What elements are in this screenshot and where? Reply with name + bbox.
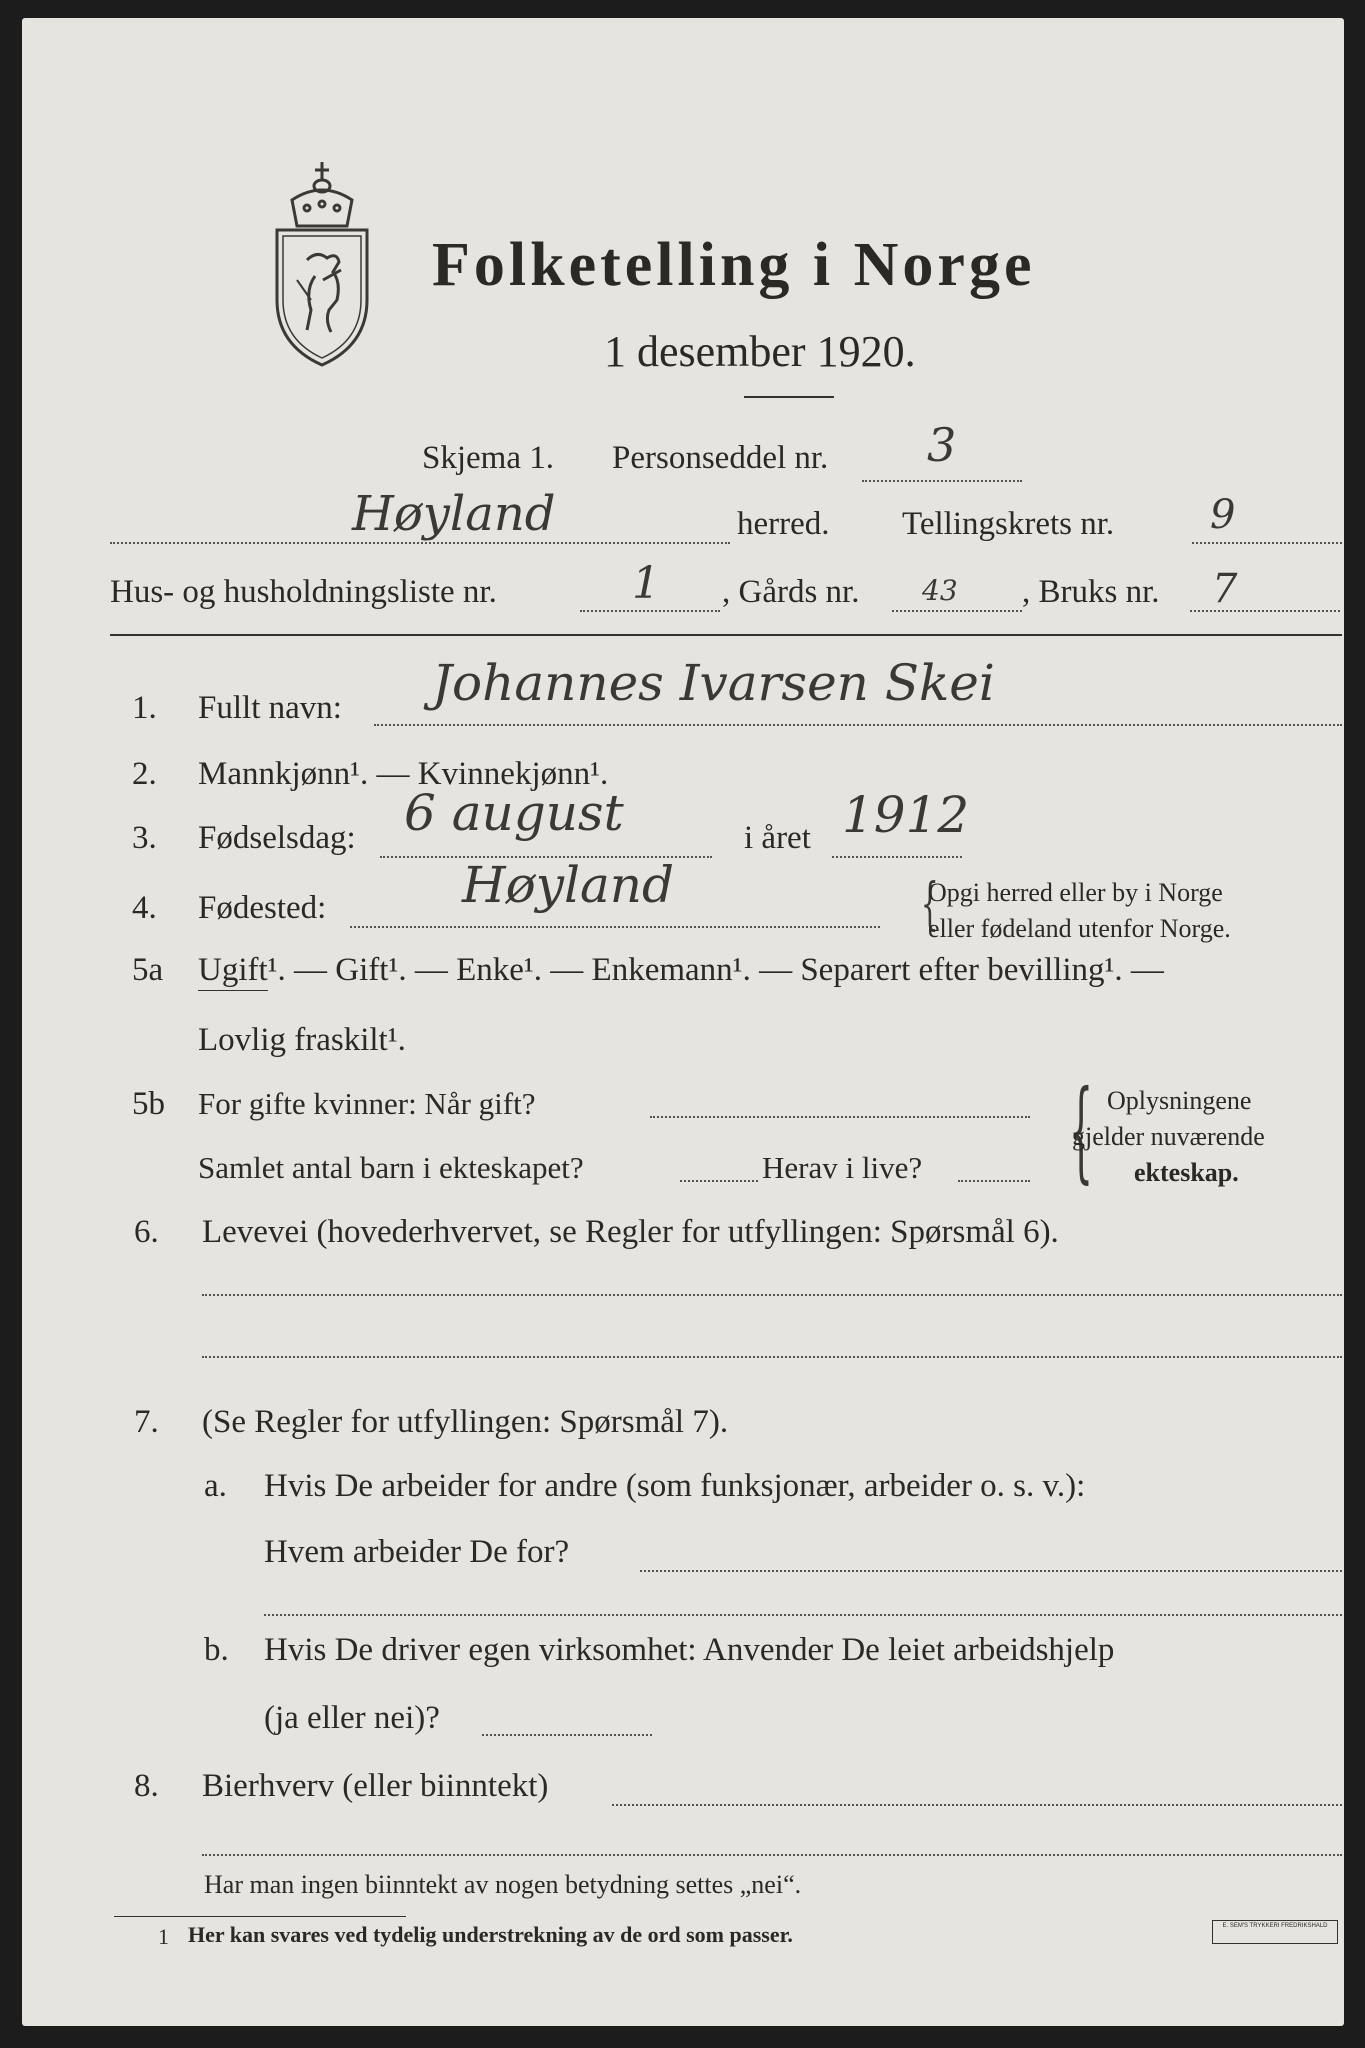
q5b-alive-field[interactable] <box>958 1180 1030 1182</box>
q6-field-1[interactable] <box>202 1294 1342 1296</box>
q1-number: 1. <box>132 690 157 726</box>
bruks-label: , Bruks nr. <box>1022 574 1160 610</box>
q4-label: Fødested: <box>198 890 327 926</box>
q5b-label-line2b: Herav i live? <box>762 1150 923 1185</box>
herred-value: Høyland <box>352 486 556 542</box>
footnote-mark: 1 <box>158 1924 169 1949</box>
tellingskrets-label: Tellingskrets nr. <box>902 506 1115 542</box>
skjema-label: Skjema 1. <box>422 440 554 476</box>
q3-year-value: 1912 <box>842 786 970 844</box>
personseddel-field[interactable] <box>862 480 1022 482</box>
q7b-field[interactable] <box>482 1734 652 1736</box>
q2-label: Mannkjønn¹. — Kvinnekjønn¹. <box>198 756 609 792</box>
q2-number: 2. <box>132 756 157 792</box>
q7a-letter: a. <box>204 1468 227 1504</box>
herred-field[interactable] <box>110 542 730 544</box>
q7b-label-line1: Hvis De driver egen virksomhet: Anvender De leiet arbeidshjelp <box>264 1632 1115 1668</box>
q8-label: Bierhverv (eller biinntekt) <box>202 1768 549 1804</box>
q5b-number: 5b <box>132 1086 165 1122</box>
q4-value: Høyland <box>462 856 674 914</box>
husliste-label: Hus- og husholdningsliste nr. <box>110 574 497 610</box>
personseddel-label: Personseddel nr. <box>612 440 829 476</box>
q5b-note-brace: { <box>1068 1066 1094 1194</box>
q3-value: 6 august <box>404 784 624 842</box>
q8-field-2[interactable] <box>202 1854 1342 1856</box>
q5b-children-field[interactable] <box>680 1180 758 1182</box>
gards-field[interactable] <box>892 610 1022 612</box>
q8-field-1[interactable] <box>612 1804 1342 1806</box>
q5b-married-field[interactable] <box>650 1116 1030 1118</box>
q5a-label-line1: Ugift¹. — Gift¹. — Enke¹. — Enkemann¹. — Separert efter bevilling¹. — <box>198 952 1164 988</box>
personseddel-value: 3 <box>927 418 957 472</box>
footnote-rule <box>114 1916 406 1917</box>
tellingskrets-field[interactable] <box>1192 542 1342 544</box>
bruks-value: 7 <box>1212 566 1238 612</box>
q3-number: 3. <box>132 820 157 856</box>
q7-number: 7. <box>134 1404 159 1440</box>
q5a-number: 5a <box>132 952 164 988</box>
q8-number: 8. <box>134 1768 159 1804</box>
q3-year-field[interactable] <box>832 856 962 858</box>
q3-label: Fødselsdag: <box>198 820 356 856</box>
q5a-ugift-underline <box>198 990 268 991</box>
gards-value: 43 <box>922 574 958 607</box>
q7a-field-1[interactable] <box>640 1570 1342 1572</box>
herred-label: herred. <box>737 506 830 542</box>
q1-value: Johannes Ivarsen Skei <box>432 654 995 712</box>
q5b-label-line1: For gifte kvinner: Når gift? <box>198 1086 536 1121</box>
q1-label: Fullt navn: <box>198 690 342 726</box>
norwegian-lion-crest-icon <box>267 160 377 380</box>
tellingskrets-value: 9 <box>1210 492 1236 538</box>
q5b-label-line2: Samlet antal barn i ekteskapet? <box>198 1150 584 1185</box>
q7b-letter: b. <box>204 1632 229 1668</box>
q7a-field-2[interactable] <box>264 1614 1342 1616</box>
page-title: Folketelling i Norge <box>432 231 1036 299</box>
q6-number: 6. <box>134 1214 159 1250</box>
q4-note-line2: eller fødeland utenfor Norge. <box>928 914 1231 943</box>
q7-label: (Se Regler for utfyllingen: Spørsmål 7). <box>202 1404 729 1440</box>
q7a-label-line1: Hvis De arbeider for andre (som funksjonær, arbeider o. s. v.): <box>264 1468 1086 1504</box>
header-rule <box>110 634 1342 636</box>
q5b-note-line1: Oplysningene <box>1107 1086 1252 1115</box>
census-date: 1 desember 1920. <box>604 327 916 376</box>
q4-note-brace: { <box>920 872 939 937</box>
q4-number: 4. <box>132 890 157 926</box>
husliste-field[interactable] <box>580 610 720 612</box>
q6-label: Levevei (hovederhvervet, se Regler for utfyllingen: Spørsmål 6). <box>202 1214 1059 1250</box>
q5b-note-line3: ekteskap. <box>1134 1158 1239 1187</box>
census-form-page <box>22 18 1344 2026</box>
q1-field[interactable] <box>374 724 1342 726</box>
printer-stamp: E. SEM'S TRYKKERI FREDRIKSHALD <box>1212 1920 1338 1944</box>
footnote-text: Her kan svares ved tydelig understrekning av de ord som passer. <box>188 1922 793 1947</box>
husliste-value: 1 <box>632 558 660 609</box>
q4-field[interactable] <box>350 926 880 928</box>
title-rule <box>744 396 834 398</box>
q7b-label-line2: (ja eller nei)? <box>264 1700 440 1736</box>
gards-label: , Gårds nr. <box>722 574 860 610</box>
q3-year-label: i året <box>744 820 811 856</box>
q5a-label-line2: Lovlig fraskilt¹. <box>198 1022 406 1058</box>
q5b-note-line2: gjelder nuværende <box>1072 1122 1265 1151</box>
q7a-label-line2: Hvem arbeider De for? <box>264 1534 570 1570</box>
q4-note-line1: Opgi herred eller by i Norge <box>928 878 1223 907</box>
biinntekt-note: Har man ingen biinntekt av nogen betydning settes „nei“. <box>204 1870 802 1899</box>
q6-field-2[interactable] <box>202 1356 1342 1358</box>
